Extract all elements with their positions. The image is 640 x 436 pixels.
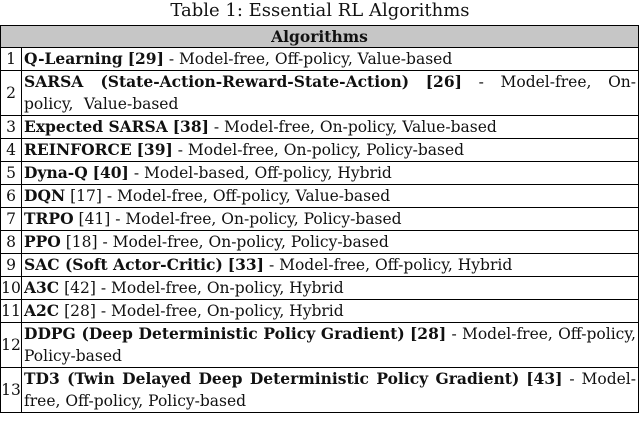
algorithm-cell (22, 116, 639, 139)
algorithm-cell (22, 162, 639, 185)
algorithm-properties: - Model-free, On-policy, Policy-based (172, 141, 465, 159)
row-number: 13 (1, 368, 22, 413)
algorithm-properties: - Model-free, On-policy, Value-based (24, 73, 637, 113)
citation: [38] (172, 117, 209, 136)
algorithm-properties: - Model-free, On-policy, Hybrid (95, 279, 344, 297)
algorithm-name: DDPG (Deep Deterministic Policy Gradient) (24, 324, 405, 343)
row-number: 7 (1, 208, 22, 231)
row-number: 8 (1, 231, 22, 254)
algorithm-properties: - Model-based, Off-policy, Hybrid (128, 164, 392, 182)
citation: [43] (526, 369, 563, 388)
algorithm-cell (22, 71, 639, 116)
table-row (1, 323, 639, 368)
table-caption: Table 1: Essential RL Algorithms (170, 0, 470, 21)
table-row (1, 368, 639, 413)
algorithm-properties: - Model-free, Off-policy, Hybrid (264, 256, 513, 274)
algorithm-cell (22, 300, 639, 323)
table-row (1, 277, 639, 300)
algorithm-cell (22, 323, 639, 368)
citation: [28] (64, 302, 96, 320)
citation: [33] (227, 255, 265, 274)
table-row (1, 231, 639, 254)
citation: [40] (92, 163, 129, 182)
algorithm-name: PPO (24, 232, 61, 251)
citation: [28] (409, 324, 447, 343)
citation: [17] (70, 187, 102, 205)
algorithm-cell (22, 208, 639, 231)
algorithm-cell (22, 185, 639, 208)
row-number: 10 (1, 277, 22, 300)
table-row (1, 139, 639, 162)
table-row (1, 185, 639, 208)
algorithm-properties: - Model-free, Off-policy, Value-based (163, 50, 453, 68)
algorithm-properties: - Model-free, On-policy, Policy-based (97, 233, 389, 251)
algorithm-properties: - Model-free, On-policy, Hybrid (95, 302, 344, 320)
table-row (1, 208, 639, 231)
citation: [26] (425, 72, 462, 91)
algorithm-cell (22, 277, 639, 300)
table-header-row (1, 26, 639, 48)
algorithm-name: TRPO (24, 209, 74, 228)
algorithm-name: Q-Learning (24, 49, 123, 68)
table-row (1, 71, 639, 116)
algorithm-cell (22, 48, 639, 71)
algorithm-properties: - Model-free, Off-policy, Policy-based (24, 370, 636, 410)
row-number: 4 (1, 139, 22, 162)
column-header-algorithms: Algorithms (1, 26, 639, 48)
row-number: 5 (1, 162, 22, 185)
table-row (1, 116, 639, 139)
algorithm-cell (22, 139, 639, 162)
algorithm-name: Expected SARSA (24, 117, 168, 136)
table-row (1, 162, 639, 185)
algorithm-properties: - Model-free, On-policy, Policy-based (110, 210, 402, 228)
algorithm-cell (22, 231, 639, 254)
algorithm-name: SAC (Soft Actor-Critic) (24, 255, 223, 274)
algorithm-cell (22, 368, 639, 413)
algorithm-name: A2C (24, 301, 60, 320)
citation: [18] (65, 233, 98, 251)
algorithm-name: TD3 (Twin Delayed Deep Deterministic Policy Gradient) (24, 369, 520, 388)
row-number: 1 (1, 48, 22, 71)
citation: [42] (64, 279, 96, 297)
row-number: 11 (1, 300, 22, 323)
table-row (1, 300, 639, 323)
algorithm-name: REINFORCE (24, 140, 132, 159)
citation: [41] (78, 210, 111, 228)
algorithms-table (0, 25, 639, 413)
algorithm-cell (22, 254, 639, 277)
algorithm-properties: - Model-free, Off-policy, Value-based (101, 187, 391, 205)
table-row (1, 48, 639, 71)
algorithm-name: DQN (24, 186, 66, 205)
citation: [29] (127, 49, 164, 68)
algorithm-properties: - Model-free, Off-policy, Policy-based (24, 325, 636, 365)
row-number: 2 (1, 71, 22, 116)
citation: [39] (136, 140, 173, 159)
table-row (1, 254, 639, 277)
row-number: 6 (1, 185, 22, 208)
row-number: 9 (1, 254, 22, 277)
algorithm-properties: - Model-free, On-policy, Value-based (208, 118, 497, 136)
algorithm-name: Dyna-Q (24, 163, 88, 182)
algorithm-name: SARSA (State-Action-Reward-State-Action) (24, 72, 410, 91)
row-number: 3 (1, 116, 22, 139)
row-number: 12 (1, 323, 22, 368)
algorithm-name: A3C (24, 278, 60, 297)
